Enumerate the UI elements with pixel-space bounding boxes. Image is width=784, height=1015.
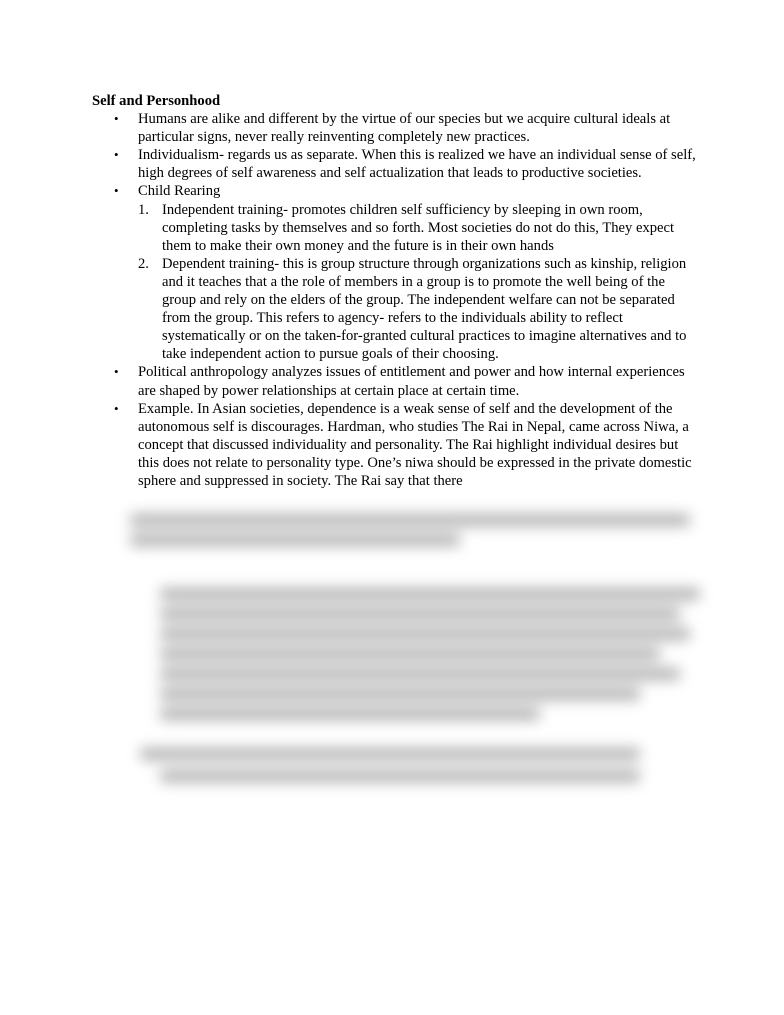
blurred-line: [160, 708, 540, 720]
blurred-line: [160, 668, 680, 680]
blurred-line: [160, 688, 640, 700]
blurred-content-overlay: [120, 508, 720, 808]
bullet-item: [92, 182, 702, 363]
numbered-text: Independent training- promotes children self sufficiency by sleeping in own room, completing tasks by themselves and so forth. Most societies do not do this, They expect them to make their own money and the future is in their own hands: [162, 201, 675, 254]
numbered-item: [138, 201, 702, 255]
blurred-line: [130, 514, 690, 526]
blurred-line: [160, 648, 660, 660]
bullet-icon: •: [114, 400, 119, 416]
bullet-icon: •: [114, 183, 119, 199]
blurred-line: [140, 748, 640, 760]
section-title: Self and Personhood: [92, 93, 221, 109]
bullet-text: Child Rearing: [138, 183, 221, 200]
document-content: [92, 92, 702, 490]
bullet-item: [92, 363, 702, 399]
numbered-text: Dependent training- this is group structure through organizations such as kinship, religion and it teaches that a the role of members in a group is to promote the well being of the group and rely on the elders of the group. The independent welfare can not be separated from the group. This refers to agency- refers to the individuals ability to reflect systematically or on the taken-for-granted cultural practices to imagine alternatives and to take independent action to pursue goals of their choosing.: [162, 255, 687, 363]
blurred-line: [160, 770, 640, 782]
bullet-icon: •: [114, 364, 119, 380]
blurred-line: [160, 608, 680, 620]
bullet-icon: •: [114, 147, 119, 163]
number-marker: 1.: [138, 201, 149, 218]
bullet-text: Humans are alike and different by the virtue of our species but we acquire cultural ideals at particular signs, never really reinventing completely new practices.: [138, 111, 671, 146]
bullet-list: [92, 110, 702, 490]
number-marker: 2.: [138, 255, 149, 272]
bullet-text: Example. In Asian societies, dependence is a weak sense of self and the development of the autonomous self is discourages. Hardman, who studies The Rai in Nepal, came across Niwa, a concept that discussed individuality and personality. The Rai highlight individual desires but this does not relate to personality type. One’s niwa should be expressed in the private domestic sphere and suppressed in society. The Rai say that there: [138, 400, 692, 489]
blurred-line: [130, 534, 460, 546]
numbered-list: [138, 201, 702, 364]
bullet-item: [92, 146, 702, 182]
blurred-line: [160, 588, 700, 600]
numbered-item: [138, 255, 702, 364]
bullet-icon: •: [114, 111, 119, 127]
bullet-item: [92, 400, 702, 490]
bullet-text: Individualism- regards us as separate. When this is realized we have an individual sense of self, high degrees of self awareness and self actualization that leads to productive societies.: [138, 147, 696, 182]
bullet-text: Political anthropology analyzes issues of entitlement and power and how internal experiences are shaped by power relationships at certain place at certain time.: [138, 364, 685, 399]
blurred-line: [160, 628, 690, 640]
bullet-item: [92, 110, 702, 146]
